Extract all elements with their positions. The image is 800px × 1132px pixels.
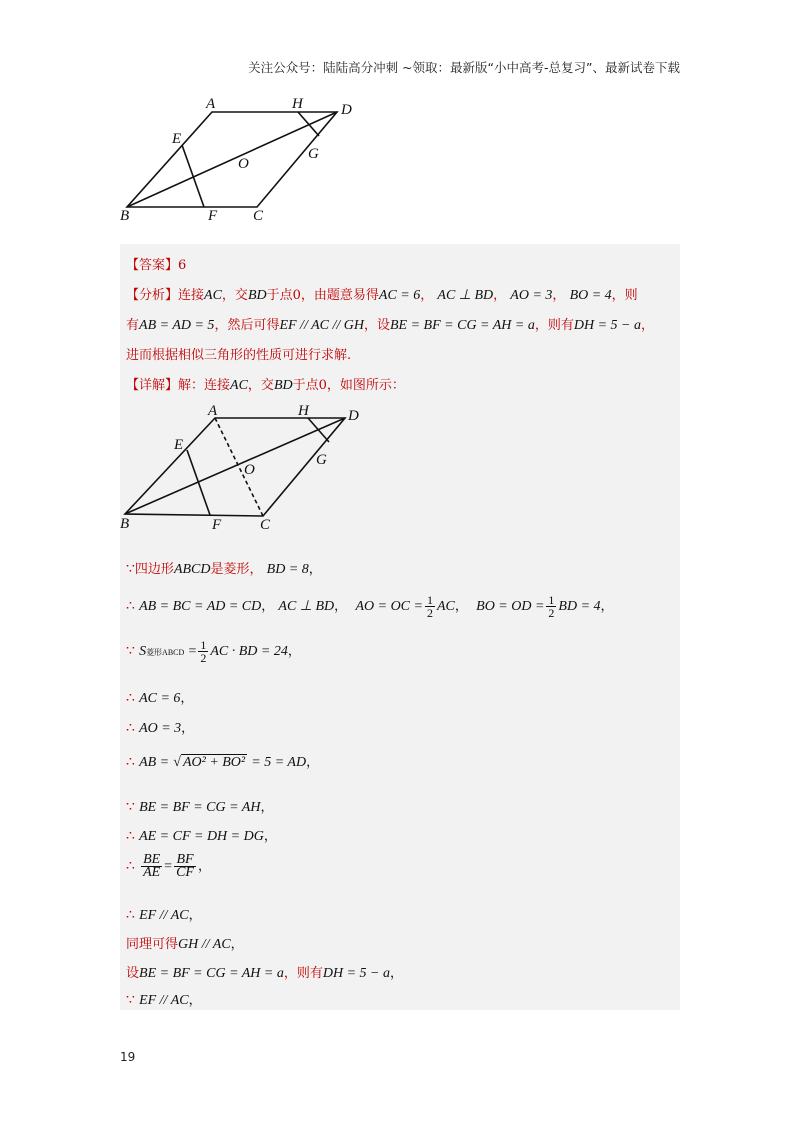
- label-g: G: [308, 146, 319, 162]
- because-symbol: ∵: [126, 992, 135, 1008]
- numerator: BF: [174, 854, 196, 867]
- denominator: AE: [143, 865, 161, 880]
- fraction: [198, 639, 208, 664]
- therefore-symbol: ∴: [126, 754, 135, 770]
- math: AC ⊥ BD: [278, 599, 335, 614]
- text: ，: [180, 691, 194, 706]
- detail-tag: 【详解】: [126, 378, 179, 393]
- rhombus-figure-top: [112, 92, 372, 232]
- therefore-symbol: ∴: [126, 907, 135, 923]
- math: DH = 5 − a: [322, 966, 391, 981]
- math: AB = AD = 5: [139, 318, 215, 333]
- text: 于点0，如图所示：: [292, 378, 405, 393]
- text: 四边形: [134, 562, 174, 577]
- math: EF // AC: [139, 908, 189, 923]
- because-symbol: ∵: [126, 643, 135, 659]
- math: AO = 3: [510, 288, 553, 303]
- math: =: [164, 859, 173, 874]
- text: ，: [306, 755, 320, 770]
- label-h: H: [292, 96, 303, 112]
- math: AO = 3: [139, 721, 182, 736]
- math: BD: [273, 378, 293, 393]
- label-b: B: [120, 516, 130, 532]
- therefore-symbol: ∴: [126, 858, 135, 874]
- step-6: [126, 751, 319, 771]
- math: AO² + BO²: [182, 755, 246, 770]
- detail-intro: [126, 374, 405, 394]
- therefore-symbol: ∴: [126, 828, 135, 844]
- answer-value: 6: [178, 258, 187, 273]
- math: AB = BC = AD = CD: [139, 599, 262, 614]
- math: BO = OD =: [476, 599, 545, 614]
- math: BE = BF = CG = AH = a: [139, 966, 284, 981]
- denominator: CF: [176, 865, 194, 880]
- math: AC · BD = 24: [210, 644, 288, 659]
- because-symbol: ∵: [126, 561, 135, 577]
- numerator: 1: [548, 593, 555, 607]
- step-2: [126, 594, 614, 619]
- numerator: BE: [143, 852, 161, 867]
- text: 连接: [178, 288, 205, 303]
- subscript: 菱形ABCD: [146, 648, 185, 657]
- math: ABCD: [173, 562, 211, 577]
- math: AC = 6: [139, 691, 181, 706]
- label-e: E: [174, 437, 184, 453]
- text: ，: [454, 599, 468, 614]
- label-f: F: [212, 517, 222, 533]
- solution-panel: [120, 244, 680, 1010]
- step-3: [126, 639, 301, 664]
- step-5: [126, 717, 194, 737]
- text: ，: [420, 288, 434, 303]
- step-7: [126, 796, 273, 816]
- text: ，则有: [534, 318, 574, 333]
- step-13: [126, 989, 202, 1009]
- math: AB =: [139, 755, 170, 770]
- fraction: [425, 594, 435, 619]
- text: ，: [641, 318, 655, 333]
- math: =: [188, 644, 197, 659]
- step-4: [126, 687, 193, 707]
- math: GH // AC: [178, 937, 231, 952]
- label-f: F: [208, 208, 218, 224]
- text: ，交: [247, 378, 274, 393]
- math: EF // AC // GH: [279, 318, 364, 333]
- text: 于点0，由题意易得: [266, 288, 379, 303]
- label-d: D: [341, 102, 352, 118]
- text: ，设: [363, 318, 390, 333]
- label-e: E: [172, 131, 182, 147]
- text: ，: [181, 721, 195, 736]
- text: ，: [334, 599, 348, 614]
- text: ，: [287, 644, 301, 659]
- label-g: G: [316, 452, 327, 468]
- fraction: [141, 854, 162, 879]
- text: ，: [390, 966, 404, 981]
- therefore-symbol: ∴: [126, 720, 135, 736]
- analysis-line-2: [126, 314, 654, 334]
- math: AO = OC =: [355, 599, 423, 614]
- label-o: O: [238, 156, 249, 172]
- math: S: [139, 644, 147, 659]
- math: EF // AC: [139, 993, 189, 1008]
- therefore-symbol: ∴: [126, 598, 135, 614]
- math: AE = CF = DH = DG: [139, 829, 264, 844]
- label-h: H: [298, 404, 309, 419]
- denominator: 2: [548, 606, 555, 620]
- page-header: 关注公众号：陆陆高分冲刺 ~领取：最新版“小中高考-总复习”、最新试卷下载: [248, 60, 680, 75]
- fraction: [546, 594, 556, 619]
- text: ，交: [221, 288, 248, 303]
- text: 同理可得: [126, 937, 179, 952]
- label-b: B: [120, 208, 130, 224]
- label-c: C: [260, 517, 271, 533]
- text: 解：连接: [178, 378, 231, 393]
- label-d: D: [348, 408, 359, 424]
- numerator: 1: [200, 638, 207, 652]
- math: DH = 5 − a: [573, 318, 641, 333]
- step-1: [126, 558, 322, 578]
- text: ，: [308, 562, 322, 577]
- step-10: [126, 904, 202, 924]
- math: BE = BF = CG = AH = a: [390, 318, 535, 333]
- text: ，则有: [283, 966, 323, 981]
- denominator: 2: [426, 606, 433, 620]
- text: ，: [188, 908, 202, 923]
- therefore-symbol: ∴: [126, 690, 135, 706]
- math: = 5 = AD: [251, 755, 307, 770]
- step-8: [126, 825, 277, 845]
- analysis-tag: 【分析】: [126, 288, 179, 303]
- text: ，: [493, 288, 507, 303]
- numerator: 1: [426, 593, 433, 607]
- text: ，: [197, 859, 211, 874]
- text: ，: [260, 800, 274, 815]
- sqrt-sign: √: [173, 755, 181, 770]
- math: AC: [436, 599, 455, 614]
- text: ，则: [611, 288, 638, 303]
- step-9: [126, 854, 211, 879]
- text: ，: [263, 829, 277, 844]
- text: 是菱形，: [210, 562, 263, 577]
- text: ，: [552, 288, 566, 303]
- math: BD = 8: [266, 562, 309, 577]
- text: 有: [126, 318, 140, 333]
- text: ，: [261, 599, 275, 614]
- label-c: C: [253, 208, 264, 224]
- text: ，: [230, 937, 244, 952]
- answer-tag: 【答案】: [126, 258, 179, 273]
- math: AC ⊥ BD: [437, 288, 494, 303]
- math: AC = 6: [378, 288, 421, 303]
- analysis-line-1: [126, 284, 638, 304]
- math: AC: [230, 378, 248, 393]
- text: ，: [600, 599, 614, 614]
- label-a: A: [206, 96, 216, 112]
- denominator: 2: [200, 651, 207, 665]
- math: AC: [204, 288, 222, 303]
- text: ，然后可得: [214, 318, 280, 333]
- answer-line: [126, 254, 186, 273]
- label-a: A: [208, 404, 218, 419]
- text: ，: [188, 993, 202, 1008]
- rhombus-figure-detail: [120, 404, 380, 539]
- label-o: O: [244, 462, 255, 478]
- fraction: [174, 854, 196, 879]
- page-number: 19: [120, 1050, 136, 1064]
- text: 设: [126, 966, 140, 981]
- math: BE = BF = CG = AH: [139, 800, 261, 815]
- math: BO = 4: [569, 288, 612, 303]
- analysis-line-3: 进而根据相似三角形的性质可进行求解.: [126, 348, 352, 363]
- math: BD: [247, 288, 267, 303]
- step-12: [126, 962, 403, 982]
- because-symbol: ∵: [126, 799, 135, 815]
- step-11: [126, 933, 244, 953]
- math: BD = 4: [558, 599, 601, 614]
